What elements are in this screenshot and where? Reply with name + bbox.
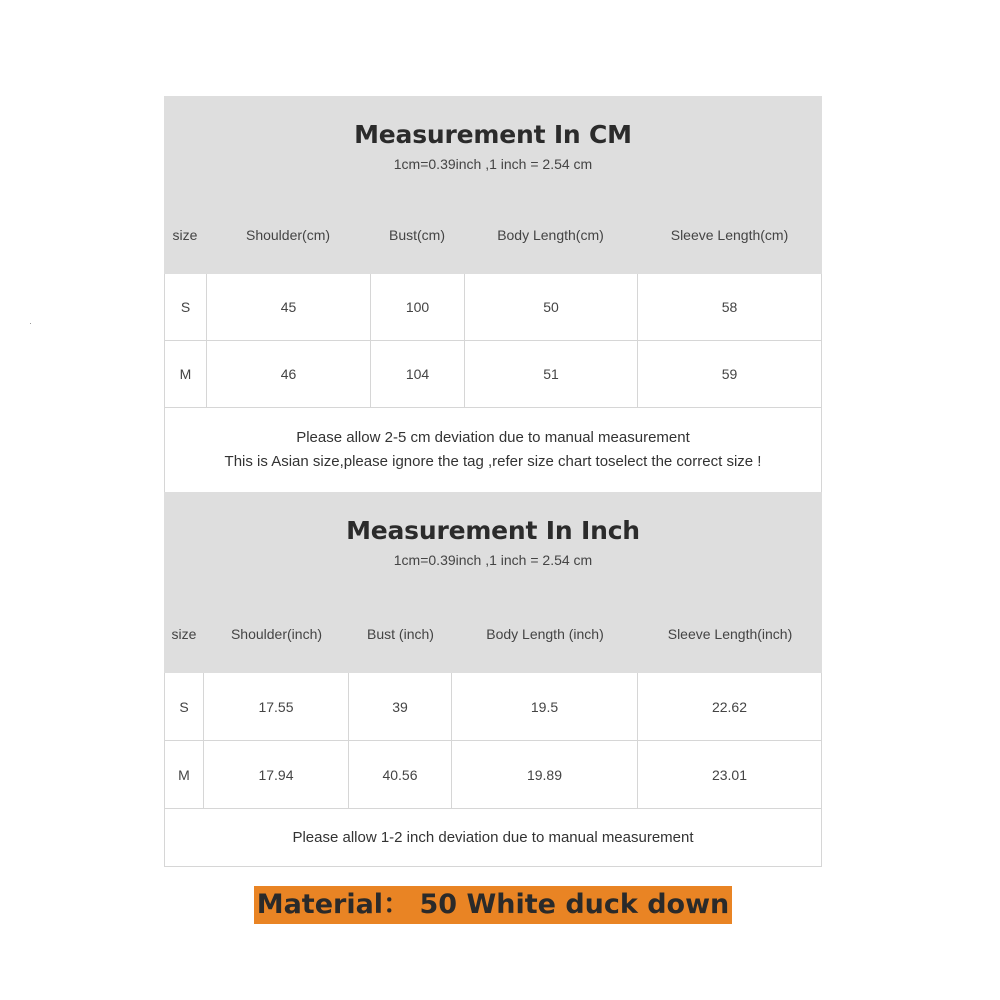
table-row [164,673,822,741]
inch-cell-body-length: 19.5 [452,673,638,740]
inch-cell-sleeve-length: 22.62 [711,698,748,715]
table-row [164,741,822,809]
cm-section [164,96,822,492]
inch-header-bust: Bust (inch) [367,626,434,642]
cm-note [164,408,822,492]
inch-cell-bust: 39 [349,673,452,740]
cm-cell-body-length: 51 [465,341,638,407]
cm-cell-shoulder: 45 [207,274,371,340]
inch-cell-bust: 40.56 [349,741,452,808]
inch-header-size: size [171,626,197,642]
material-label-text: Material： [256,889,411,920]
cm-cell-bust: 100 [371,274,465,340]
inch-header-sleeve-length: Sleeve Length(inch) [667,626,793,642]
inch-title-block [164,492,822,595]
cm-header-size: size [172,227,198,243]
stray-dot [30,323,31,324]
inch-cell-shoulder: 17.94 [204,741,349,808]
inch-cell-size: S [165,673,204,740]
cm-note-deviation: Please allow 2-5 cm deviation due to manual measurement [296,429,690,446]
cm-header-sleeve-length: Sleeve Length(cm) [670,227,789,243]
cm-cell-size: S [165,274,207,340]
cm-header-shoulder: Shoulder(cm) [245,227,331,243]
inch-cell-shoulder: 17.55 [204,673,349,740]
inch-header-row [164,595,822,673]
cm-cell-bust: 104 [371,341,465,407]
cm-title: Measurement In CM [354,120,632,149]
inch-header-shoulder: Shoulder(inch) [230,626,323,642]
cm-cell-size: M [165,341,207,407]
inch-note-deviation: Please allow 1-2 inch deviation due to manual measurement [292,829,694,846]
table-row [164,341,822,408]
inch-subtitle: 1cm=0.39inch ,1 inch = 2.54 cm [393,552,593,568]
material-label [254,886,733,924]
cm-note-asian-size: This is Asian size,please ignore the tag ,refer size chart toselect the correct size ! [224,453,762,470]
table-row [164,274,822,341]
cm-cell-sleeve-length: 58 [721,299,738,315]
inch-cell-body-length: 19.89 [452,741,638,808]
size-chart [164,96,822,867]
cm-header-body-length: Body Length(cm) [497,227,604,243]
cm-header-bust: Bust(cm) [389,227,445,243]
material-value: 50 White duck down [419,889,730,920]
material-banner [0,886,986,924]
cm-title-block [164,96,822,196]
cm-header-row [164,196,822,274]
cm-subtitle: 1cm=0.39inch ,1 inch = 2.54 cm [393,156,593,172]
inch-header-body-length: Body Length (inch) [486,626,604,642]
cm-cell-sleeve-length: 59 [721,366,738,382]
inch-note [164,809,822,867]
inch-title: Measurement In Inch [346,516,640,545]
cm-cell-body-length: 50 [465,274,638,340]
inch-cell-size: M [165,741,204,808]
cm-cell-shoulder: 46 [207,341,371,407]
inch-section [164,492,822,867]
inch-cell-sleeve-length: 23.01 [711,766,748,783]
